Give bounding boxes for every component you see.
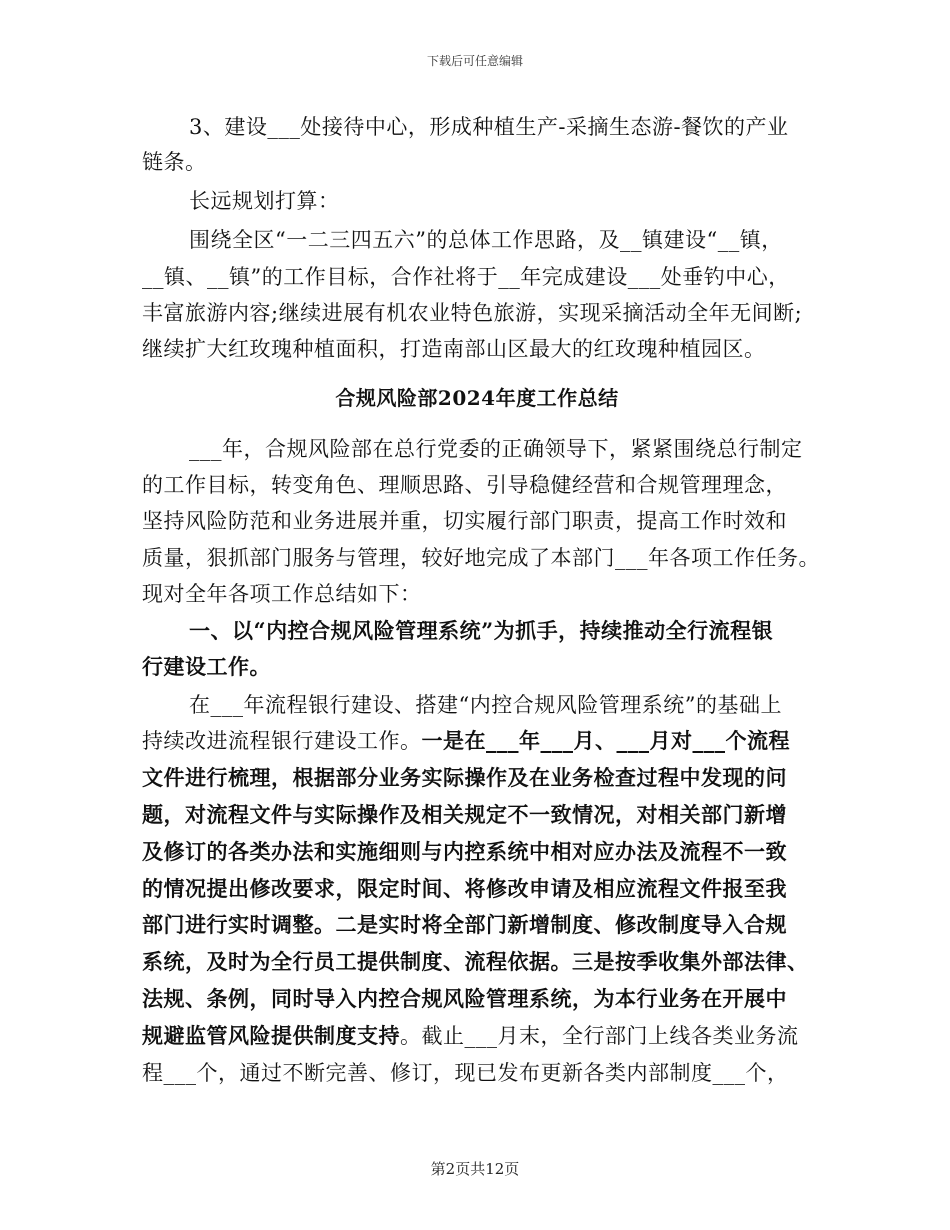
text-line: 3、建设___处接待中心，形成种植生产-采摘生态游-餐饮的产业: [189, 115, 789, 139]
text-line: 及修订的各类办法和实施细则与内控系统中相对应办法及流程不一致: [142, 839, 787, 864]
text-line: 文件进行梳理，根据部分业务实际操作及在业务检查过程中发现的问: [142, 765, 787, 790]
text-line: 题，对流程文件与实际操作及相关规定不一致情况，对相关部门新增: [142, 802, 787, 827]
text-line: __镇、__镇”的工作目标，合作社将于__年完成建设___处垂钓中心，: [142, 265, 790, 289]
subheading-line: 一、以“内控合规风险管理系统”为抓手，持续推动全行流程银: [189, 618, 774, 643]
text-line: ___年，合规风险部在总行党委的正确领导下，紧紧围绕总行制定: [189, 437, 803, 461]
text-line: 长远规划打算：: [189, 189, 340, 213]
text-line: 围绕全区“一二三四五六”的总体工作思路，及__镇建设“__镇，: [189, 228, 783, 252]
text-line: 质量，狠抓部门服务与管理，较好地完成了本部门___年各项工作任务。: [142, 546, 820, 570]
text-line: 系统，及时为全行员工提供制度、流程依据。三是按季收集外部法律、: [142, 949, 809, 974]
page-header-note: 下载后可任意编辑: [426, 54, 523, 68]
bold-text-segment: 一是在___年___月、___月对___个流程: [421, 728, 790, 753]
text-segment: 。截止___月末，全行部门上线各类业务流: [400, 1024, 799, 1048]
text-segment: 持续改进流程银行建设工作。: [142, 729, 422, 753]
page-number: 第2页共12页: [430, 1160, 520, 1178]
text-line: 链条。: [142, 150, 207, 174]
text-line: 的情况提出修改要求，限定时间、将修改申请及相应流程文件报至我: [142, 876, 787, 901]
text-line: 部门进行实时调整。二是实时将全部门新增制度、修改制度导入合规: [142, 912, 787, 937]
text-line: 坚持风险防范和业务进展并重，切实履行部门职责，提高工作时效和: [142, 509, 787, 533]
section-title: 合规风险部2024年度工作总结: [335, 386, 619, 410]
bold-text-segment: 规避监管风险提供制度支持: [142, 1023, 400, 1048]
text-line: [142, 1019, 799, 1053]
text-line: 现对全年各项工作总结如下：: [142, 582, 422, 606]
text-line: 程___个，通过不断完善、修订，现已发布更新各类内部制度___个，: [142, 1061, 789, 1085]
text-line: 丰富旅游内容;继续进展有机农业特色旅游，实现采摘活动全年无间断;: [142, 301, 803, 325]
subheading-line: 行建设工作。: [142, 654, 271, 679]
text-line: 继续扩大红玫瑰种植面积，打造南部山区最大的红玫瑰种植园区。: [142, 337, 766, 361]
text-line: [142, 724, 790, 758]
text-line: 的工作目标，转变角色、理顺思路、引导稳健经营和合规管理理念，: [142, 473, 787, 497]
text-line: 在___年流程银行建设、搭建“内控合规风险管理系统”的基础上: [189, 693, 782, 717]
text-line: 法规、条例，同时导入内控合规风险管理系统，为本行业务在开展中: [142, 986, 787, 1011]
